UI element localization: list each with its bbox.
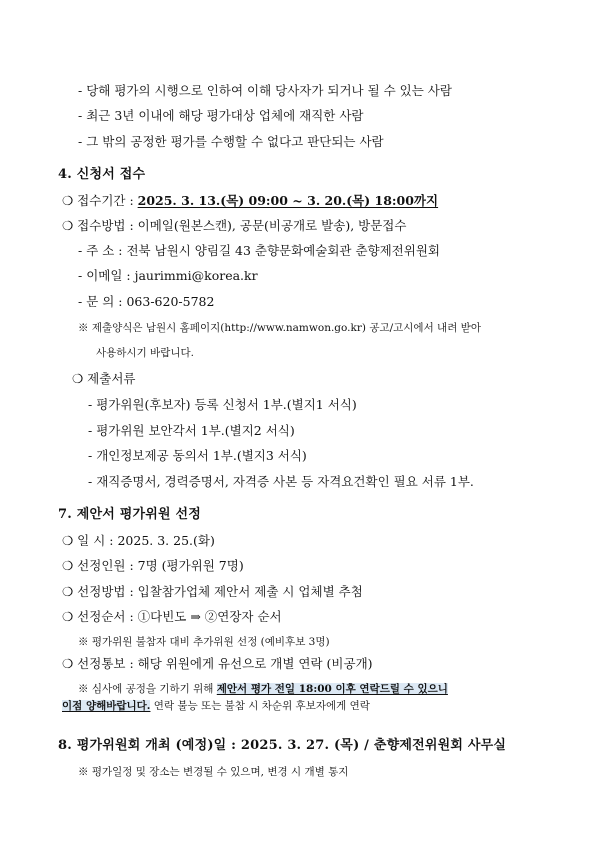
- notify-note-highlight: 제안서 평가 전일 18:00 이후 연락드릴 수 있으니: [216, 683, 448, 695]
- docs-heading: ❍ 제출서류: [72, 371, 136, 386]
- period-value: 2025. 3. 13.(목) 09:00 ~ 3. 20.(목) 18:00까지: [137, 193, 439, 208]
- email-line: - 이메일 : jaurimmi@korea.kr: [78, 268, 258, 283]
- doc-item: - 개인정보제공 동의서 1부.(별지3 서식): [88, 448, 307, 463]
- section-heading: 7. 제안서 평가위원 선정: [58, 507, 201, 522]
- doc-item: - 평가위원(후보자) 등록 신청서 1부.(별지1 서식): [88, 397, 357, 412]
- count-line: ❍ 선정인원 : 7명 (평가위원 7명): [62, 558, 244, 573]
- date-line: ❍ 일 시 : 2025. 3. 25.(화): [62, 533, 215, 548]
- period-line: [62, 193, 438, 209]
- eligibility-item: - 최근 3년 이내에 해당 평가대상 업체에 재직한 사람: [78, 108, 364, 123]
- form-note-cont: 사용하시기 바랍니다.: [96, 347, 194, 359]
- notify-note-highlight-2: 이점 양해바랍니다.: [62, 700, 151, 712]
- notify-note-prefix: ※ 심사에 공정을 기하기 위해: [78, 683, 217, 695]
- section-heading: 4. 신청서 접수: [58, 167, 146, 182]
- notify-note-suffix: 연락 불능 또는 불참 시 차순위 후보자에게 연락: [150, 700, 370, 712]
- eligibility-item: - 그 밖의 공정한 평가를 수행할 수 없다고 판단되는 사람: [78, 134, 384, 149]
- order-line: ❍ 선정순서 : ①다빈도 ⇒ ②연장자 순서: [62, 609, 282, 624]
- section-heading: 8. 평가위원회 개최 (예정)일 : 2025. 3. 27. (목) / 춘향제전위원회 사무실: [58, 738, 507, 753]
- schedule-note: ※ 평가일정 및 장소는 변경될 수 있으며, 변경 시 개별 통지: [78, 766, 349, 778]
- address-line: - 주 소 : 전북 남원시 양림길 43 춘향문화예술회관 춘향제전위원회: [78, 243, 440, 258]
- period-label: ❍ 접수기간 :: [62, 193, 138, 208]
- form-note: ※ 제출양식은 남원시 홈페이지(http://www.namwon.go.kr) 공고/고시에서 내려 받아: [78, 322, 481, 334]
- phone-line: - 문 의 : 063-620-5782: [78, 294, 215, 309]
- doc-item: - 재직증명서, 경력증명서, 자격증 사본 등 자격요건확인 필요 서류 1부.: [88, 474, 474, 489]
- order-note: ※ 평가위원 불참자 대비 추가위원 선정 (예비후보 3명): [78, 636, 330, 648]
- selection-method-line: ❍ 선정방법 : 입찰참가업체 제안서 제출 시 업체별 추첨: [62, 584, 363, 599]
- notify-note: [78, 681, 448, 697]
- method-line: ❍ 접수방법 : 이메일(원본스캔), 공문(비공개로 발송), 방문접수: [62, 218, 407, 233]
- notify-line: ❍ 선정통보 : 해당 위원에게 유선으로 개별 연락 (비공개): [62, 656, 373, 671]
- doc-item: - 평가위원 보안각서 1부.(별지2 서식): [88, 423, 295, 438]
- eligibility-item: - 당해 평가의 시행으로 인하여 이해 당사자가 되거나 될 수 있는 사람: [78, 83, 452, 98]
- notify-note-cont: [62, 698, 370, 714]
